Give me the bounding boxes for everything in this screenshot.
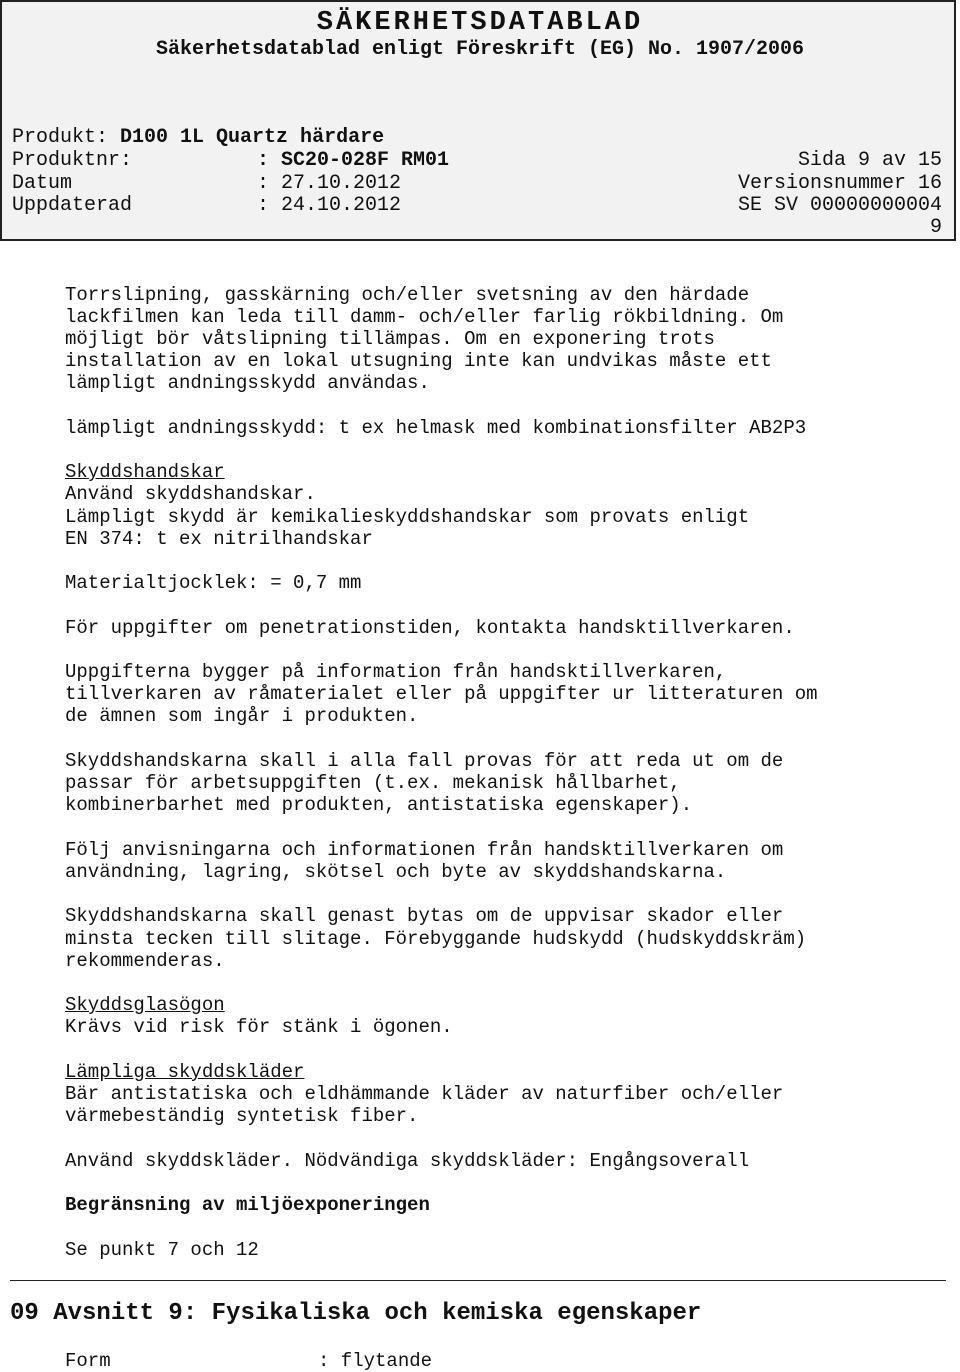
form-label: Form xyxy=(65,1350,111,1372)
text-line: Bär antistatiska och eldhämmande kläder av naturfiber och/eller xyxy=(65,1083,784,1105)
updated-value: : 24.10.2012 xyxy=(257,194,402,217)
text-line: Lämpligt skydd är kemikalieskyddshandskar som provats enligt xyxy=(65,506,750,528)
date-value: : 27.10.2012 xyxy=(257,172,402,195)
text-line: lämpligt andningsskydd användas. xyxy=(65,372,430,394)
text-line: användning, lagring, skötsel och byte av skyddshandskarna. xyxy=(65,861,727,883)
text-line: Torrslipning, gasskärning och/eller svetsning av den härdade xyxy=(65,284,750,306)
text-line: möjligt bör våtslipning tillämpas. Om en exponering trots xyxy=(65,328,715,350)
text-line: kombinerbarhet med produkten, antistatiska egenskaper). xyxy=(65,794,693,816)
env-text: Se punkt 7 och 12 xyxy=(65,1239,259,1261)
text-line: EN 374: t ex nitrilhandskar xyxy=(65,528,373,550)
text-line: passar för arbetsuppgiften (t.ex. mekanisk hållbarhet, xyxy=(65,772,681,794)
env-heading: Begränsning av miljöexponeringen xyxy=(65,1194,430,1216)
page-number: Sida 9 av 15 xyxy=(797,149,942,172)
product-label: Produkt: xyxy=(12,126,109,149)
product-row xyxy=(12,126,384,149)
corner-number: 9 xyxy=(929,216,942,239)
text-line: tillverkaren av råmaterialet eller på uppgifter ur litteraturen om xyxy=(65,683,818,705)
section-9-title: 09 Avsnitt 9: Fysikaliska och kemiska egenskaper xyxy=(10,1300,702,1327)
text-line: lackfilmen kan leda till damm- och/eller farlig rökbildning. Om xyxy=(65,306,784,328)
text-line: de ämnen som ingår i produkten. xyxy=(65,705,419,727)
document-header xyxy=(0,0,956,241)
clothes-heading: Lämpliga skyddskläder xyxy=(65,1061,305,1083)
text-line: Skyddshandskarna skall genast bytas om de uppvisar skador eller xyxy=(65,905,784,927)
document-title: SÄKERHETSDATABLAD xyxy=(316,8,644,38)
respirator-note: lämpligt andningsskydd: t ex helmask med kombinationsfilter AB2P3 xyxy=(65,417,807,439)
updated-label: Uppdaterad xyxy=(12,194,133,217)
material-thickness: Materialtjocklek: = 0,7 mm xyxy=(65,572,362,594)
form-value: : flytande xyxy=(318,1350,433,1372)
product-value: D100 1L Quartz härdare xyxy=(120,126,385,149)
version-number: Versionsnummer 16 xyxy=(737,172,942,195)
prodnr-value: : SC20-028F RM01 xyxy=(257,149,450,172)
section-divider xyxy=(10,1280,946,1281)
prodnr-label: Produktnr: xyxy=(12,149,133,172)
text-line: rekommenderas. xyxy=(65,950,225,972)
text-line: Använd skyddshandskar. xyxy=(65,483,316,505)
se-sv-code: SE SV 00000000004 xyxy=(737,194,942,217)
penetration-note: För uppgifter om penetrationstiden, kontakta handsktillverkaren. xyxy=(65,617,795,639)
glasses-heading: Skyddsglasögon xyxy=(65,994,225,1016)
text-line: Uppgifterna bygger på information från handsktillverkaren, xyxy=(65,661,727,683)
text-line: installation av en lokal utsugning inte kan undvikas måste ett xyxy=(65,350,772,372)
document-subtitle: Säkerhetsdatablad enligt Föreskrift (EG) No. 1907/2006 xyxy=(155,38,805,61)
date-label: Datum xyxy=(12,172,73,195)
text-line: Skyddshandskarna skall i alla fall provas för att reda ut om de xyxy=(65,750,784,772)
gloves-heading: Skyddshandskar xyxy=(65,461,225,483)
text-line: Följ anvisningarna och informationen från handsktillverkaren om xyxy=(65,839,784,861)
clothes-use: Använd skyddskläder. Nödvändiga skyddskläder: Engångsoverall xyxy=(65,1150,750,1172)
text-line: minsta tecken till slitage. Förebyggande hudskydd (hudskyddskräm) xyxy=(65,928,807,950)
glasses-text: Krävs vid risk för stänk i ögonen. xyxy=(65,1016,453,1038)
text-line: värmebeständig syntetisk fiber. xyxy=(65,1105,419,1127)
